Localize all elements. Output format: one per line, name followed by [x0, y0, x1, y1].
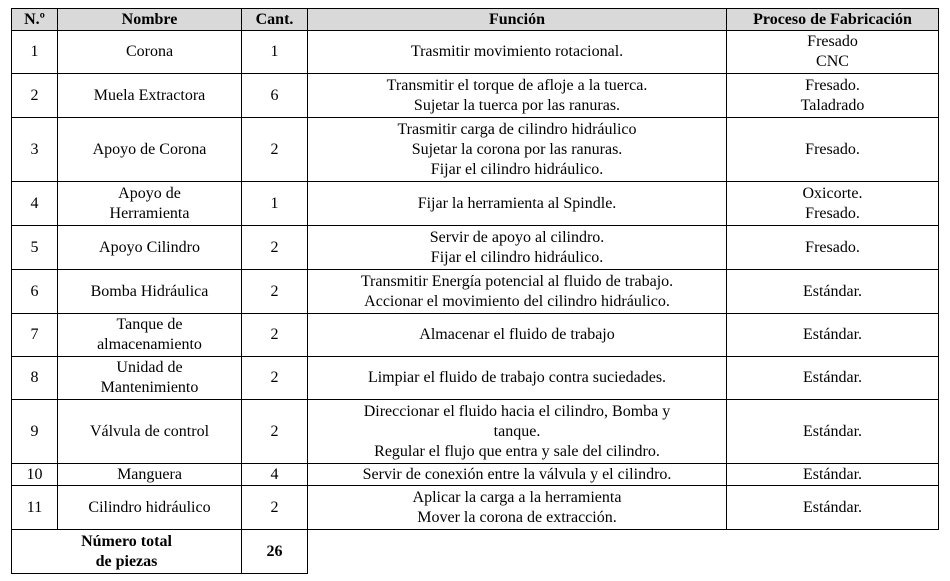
parts-table — [11, 8, 939, 574]
number-text: 4 — [30, 194, 39, 212]
header-quantity: Cant. — [242, 9, 308, 31]
cell-number — [12, 226, 58, 270]
process-text: Fresado CNC — [807, 33, 858, 70]
process-text: Estándar. — [802, 282, 863, 300]
function-text: Transmitir el torque de afloje a la tuerca. Sujetar la tuerca por las ranuras. — [386, 76, 648, 114]
name-text: Válvula de control — [89, 422, 210, 440]
cell-name — [58, 400, 242, 464]
cell-number — [12, 270, 58, 314]
cell-quantity — [242, 182, 308, 226]
number-text: 7 — [30, 326, 39, 343]
cell-process — [727, 31, 939, 74]
table-row — [12, 400, 939, 464]
function-text: Limpiar el fluido de trabajo contra suciedades. — [367, 369, 667, 386]
process-text: Fresado. — [805, 140, 860, 158]
process-text: Estándar. — [802, 465, 863, 483]
cell-number — [12, 74, 58, 118]
function-text: Direccionar el fluido hacia el cilindro, Bomba y tanque. Regular el flujo que entra y sale del cilindro. — [363, 402, 671, 460]
cell-name — [58, 314, 242, 357]
cell-function — [308, 182, 727, 226]
cell-process — [727, 486, 939, 530]
cell-function — [308, 226, 727, 270]
cell-quantity — [242, 226, 308, 270]
cell-number — [12, 31, 58, 74]
cell-name — [58, 270, 242, 314]
cell-name — [58, 74, 242, 118]
cell-function — [308, 270, 727, 314]
header-number: N.º — [12, 9, 58, 31]
table-row — [12, 182, 939, 226]
process-text: Estándar. — [802, 498, 863, 516]
process-text: Estándar. — [802, 326, 863, 343]
cell-function — [308, 31, 727, 74]
cell-process — [727, 314, 939, 357]
process-text: Fresado. — [805, 238, 860, 256]
cell-process — [727, 182, 939, 226]
quantity-text: 2 — [270, 140, 279, 158]
cell-quantity — [242, 31, 308, 74]
cell-quantity — [242, 464, 308, 486]
cell-process — [727, 226, 939, 270]
cell-quantity — [242, 357, 308, 400]
process-text: Oxicorte. Fresado. — [802, 184, 863, 222]
cell-name — [58, 357, 242, 400]
name-text: Manguera — [117, 465, 182, 483]
name-text: Unidad de Mantenimiento — [100, 359, 199, 396]
cell-process — [727, 270, 939, 314]
cell-name — [58, 226, 242, 270]
cell-process — [727, 74, 939, 118]
header-function: Función — [308, 9, 727, 31]
table-row — [12, 270, 939, 314]
cell-function — [308, 74, 727, 118]
number-text: 6 — [30, 282, 39, 300]
number-text: 10 — [26, 465, 43, 483]
quantity-text: 2 — [270, 238, 279, 256]
function-text: Aplicar la carga a la herramienta Mover la corona de extracción. — [412, 488, 622, 526]
name-text: Apoyo Cilindro — [99, 238, 200, 256]
table-row — [12, 314, 939, 357]
quantity-text: 4 — [270, 465, 279, 483]
name-text: Apoyo de Herramienta — [109, 184, 190, 222]
cell-number — [12, 464, 58, 486]
quantity-text: 2 — [270, 326, 279, 343]
process-text: Fresado. Taladrado — [800, 76, 865, 114]
table-row — [12, 74, 939, 118]
total-label: Número total de piezas — [81, 532, 172, 570]
cell-number — [12, 400, 58, 464]
name-text: Muela Extractora — [93, 86, 206, 104]
process-text: Estándar. — [802, 422, 863, 440]
total-row — [12, 530, 939, 574]
name-text: Bomba Hidráulica — [90, 282, 209, 300]
function-text: Servir de conexión entre la válvula y el cilindro. — [362, 465, 672, 483]
table-row — [12, 31, 939, 74]
cell-process — [727, 464, 939, 486]
table-row — [12, 357, 939, 400]
cell-number — [12, 182, 58, 226]
table-row — [12, 486, 939, 530]
cell-function — [308, 486, 727, 530]
number-text: 3 — [30, 140, 39, 158]
number-text: 11 — [26, 498, 43, 516]
name-text: Corona — [125, 43, 174, 60]
cell-quantity — [242, 400, 308, 464]
cell-name — [58, 31, 242, 74]
total-value: 26 — [266, 542, 283, 560]
cell-name — [58, 118, 242, 182]
cell-number — [12, 357, 58, 400]
empty-area — [308, 530, 939, 574]
total-value-cell — [242, 530, 308, 574]
cell-function — [308, 314, 727, 357]
number-text: 1 — [30, 43, 39, 60]
cell-process — [727, 357, 939, 400]
process-text: Estándar. — [802, 369, 863, 386]
cell-function — [308, 118, 727, 182]
cell-name — [58, 182, 242, 226]
table-row — [12, 226, 939, 270]
quantity-text: 1 — [270, 43, 279, 60]
cell-quantity — [242, 314, 308, 357]
header-row — [12, 9, 939, 31]
cell-quantity — [242, 118, 308, 182]
cell-number — [12, 314, 58, 357]
name-text: Apoyo de Corona — [92, 140, 207, 158]
function-text: Fijar la herramienta al Spindle. — [417, 194, 617, 212]
header-process: Proceso de Fabricación — [727, 9, 939, 31]
header-name: Nombre — [58, 9, 242, 31]
quantity-text: 2 — [270, 282, 279, 300]
name-text: Tanque de almacenamiento — [97, 316, 202, 353]
name-text: Cilindro hidráulico — [88, 498, 211, 516]
number-text: 2 — [30, 86, 39, 104]
cell-name — [58, 464, 242, 486]
cell-function — [308, 357, 727, 400]
cell-number — [12, 118, 58, 182]
number-text: 8 — [30, 369, 39, 386]
cell-number — [12, 486, 58, 530]
quantity-text: 2 — [270, 369, 279, 386]
table-row — [12, 464, 939, 486]
quantity-text: 2 — [270, 422, 279, 440]
function-text: Almacenar el fluido de trabajo — [419, 326, 615, 343]
function-text: Trasmitir carga de cilindro hidráulico Sujetar la corona por las ranuras. Fijar el cilindro hidráulico. — [397, 120, 637, 178]
total-label-cell — [12, 530, 242, 574]
cell-quantity — [242, 486, 308, 530]
cell-process — [727, 400, 939, 464]
table-row — [12, 118, 939, 182]
quantity-text: 2 — [270, 498, 279, 516]
number-text: 5 — [30, 238, 39, 256]
function-text: Servir de apoyo al cilindro. Fijar el cilindro hidráulico. — [429, 228, 605, 266]
cell-process — [727, 118, 939, 182]
function-text: Trasmitir movimiento rotacional. — [410, 43, 624, 60]
cell-function — [308, 464, 727, 486]
cell-function — [308, 400, 727, 464]
cell-quantity — [242, 74, 308, 118]
number-text: 9 — [30, 422, 39, 440]
quantity-text: 1 — [270, 194, 279, 212]
cell-quantity — [242, 270, 308, 314]
cell-name — [58, 486, 242, 530]
quantity-text: 6 — [270, 86, 279, 104]
function-text: Transmitir Energía potencial al fluido de trabajo. Accionar el movimiento del cilindro hidráulico. — [360, 272, 674, 310]
